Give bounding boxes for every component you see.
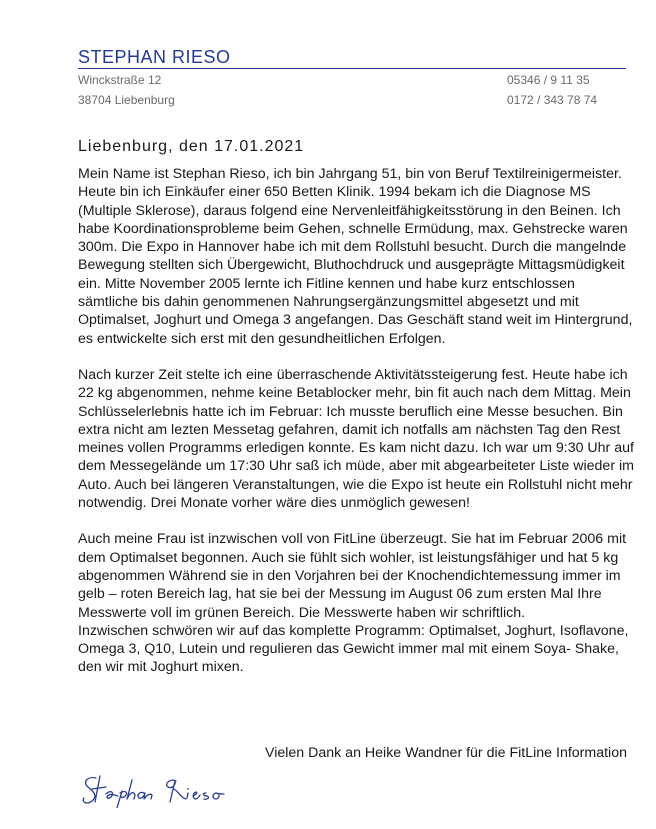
letter-body [78,165,638,695]
letterhead-rule [78,68,626,69]
sender-mobile: 0172 / 343 78 74 [507,93,598,107]
paragraph-1: Mein Name ist Stephan Rieso, ich bin Jahrgang 51, bin von Beruf Textilreinigermeister. Heute bin ich Einkäufer einer 650 Betten Klinik. 1994 bekam ich die Diagnose MS (Multiple Sklerose), daraus folgend eine Nervenleitfähigkeitsstörung in den Beinen. Ich habe Koordinationsprobleme beim Gehen, schnelle Ermüdung, max. Gehstrecke waren 300m. Die Expo in Hannover habe ich mit dem Rollstuhl besucht. Durch die mangelnde Bewegung stellten sich Übergewicht, Bluthochdruck und ausgeprägte Mittagsmüdigkeit ein. Mitte November 2005 lernte ich Fitline kennen und habe kurz entschlossen sämtliche bis dahin genommenen Nahrungsergänzungsmittel abgesetzt und mit Optimalset, Joghurt und Omega 3 angefangen. Das Geschäft stand weit im Hintergrund, es entwickelte sich erst mit den gesundheitlichen Erfolgen. [78,166,633,347]
letterhead-name: STEPHAN RIESO [78,47,231,67]
sender-city: 38704 Liebenburg [78,93,175,107]
closing-note: Vielen Dank an Heike Wandner für die FitLine Information [265,745,627,761]
paragraph-4: Inzwischen schwören wir auf das komplette Programm: Optimalset, Joghurt, Isoflavone, Omega 3, Q10, Lutein und regulieren das Gewicht immer mal mit einem Soya- Shake, den wir mit Joghurt mixen. [78,622,629,676]
sender-phone: 05346 / 9 11 35 [507,73,590,87]
paragraph-3: Auch meine Frau ist inzwischen voll von FitLine überzeugt. Sie hat im Februar 2006 mit dem Optimalset begonnen. Auch sie fühlt sich wohler, ist leistungsfähiger und hat 5 kg abgenommen Während sie in den Vorjahren bei der Knochendichtemessung immer im gelb – roten Bereich lag, hat sie bei der Messung im August 06 zum ersten Mal Ihre Messwerte voll im grünen Bereich. Die Messwerte haben wir schriftlich. [78,531,627,621]
date-line: Liebenburg, den 17.01.2021 [78,138,305,155]
paragraph-2: Nach kurzer Zeit stelte ich eine überraschende Aktivitätssteigerung fest. Heute habe ich 22 kg abgenommen, nehme keine Betablocker mehr, bin fit auch nach dem Mittag. Mein Schlüsselerlebnis hatte ich im Februar: Ich musste beruflich eine Messe besuchen. Bin extra nicht am lezten Messetag gefahren, damit ich notfalls am nächsten Tag den Rest meines vollen Programms erledigen konnte. Es kam nicht dazu. Ich war um 9:30 Uhr auf dem Messegelände um 17:30 Uhr saß ich müde, aber mit abgearbeiteter Liste wieder im Auto. Auch bei längeren Veranstaltungen, wie die Expo ist heute ein Rollstuhl nicht mehr notwendig. Drei Monate vorher wäre dies unmöglich gewesen! [78,366,634,512]
sender-street: Winckstraße 12 [78,73,162,87]
handwritten-signature [78,772,248,808]
sender-address [78,70,175,110]
sender-contact [507,70,597,110]
